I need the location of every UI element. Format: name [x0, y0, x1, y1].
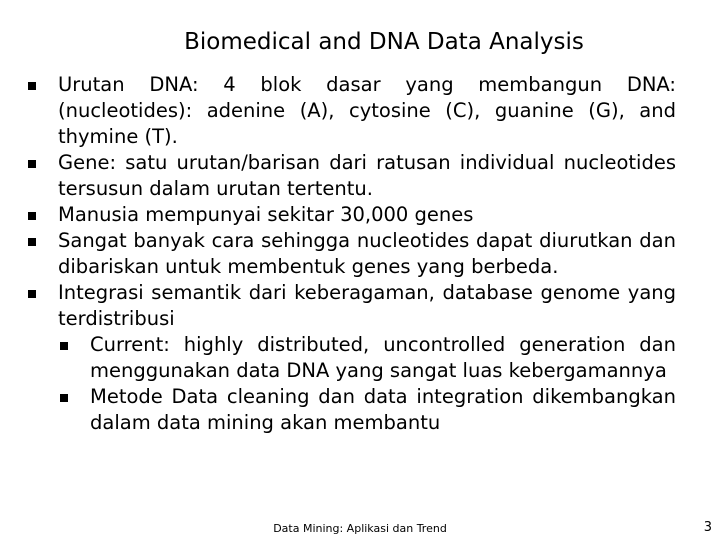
sub-bullet-text: Current: highly distributed, uncontrolled generation dan menggunakan data DNA yang sangat luas kebergamannya	[90, 333, 676, 382]
bullet-item-nucleotide-ordering	[28, 228, 676, 280]
square-bullet-icon	[60, 394, 68, 402]
square-bullet-icon	[28, 212, 36, 220]
footer-text: Data Mining: Aplikasi dan Trend	[273, 522, 447, 535]
sub-bullet-item-method	[58, 384, 676, 436]
bullet-text: Urutan DNA: 4 blok dasar yang membangun DNA: (nucleotides): adenine (A), cytosine (C), guanine (G), and thymine (T).	[58, 73, 676, 148]
sub-bullet-list	[58, 332, 676, 436]
square-bullet-icon	[60, 342, 68, 350]
bullet-text: Gene: satu urutan/barisan dari ratusan individual nucleotides tersusun dalam urutan tertentu.	[58, 151, 676, 200]
bullet-text: Sangat banyak cara sehingga nucleotides dapat diurutkan dan dibariskan untuk membentuk genes yang berbeda.	[58, 229, 676, 278]
bullet-item-gene	[28, 150, 676, 202]
page-number: 3	[703, 520, 712, 535]
bullet-item-semantic-integration	[28, 280, 676, 436]
bullet-text: Manusia mempunyai sekitar 30,000 genes	[58, 203, 474, 226]
square-bullet-icon	[28, 82, 36, 90]
sub-bullet-item-current	[58, 332, 676, 384]
slide-title: Biomedical and DNA Data Analysis	[184, 29, 584, 55]
bullet-item-dna-sequence	[28, 72, 676, 150]
bullet-item-human-genes	[28, 202, 676, 228]
bullet-text: Integrasi semantik dari keberagaman, database genome yang terdistribusi	[58, 281, 676, 330]
square-bullet-icon	[28, 290, 36, 298]
sub-bullet-text: Metode Data cleaning dan data integration dikembangkan dalam data mining akan membantu	[90, 385, 676, 434]
bullet-list	[28, 72, 676, 436]
square-bullet-icon	[28, 238, 36, 246]
square-bullet-icon	[28, 160, 36, 168]
